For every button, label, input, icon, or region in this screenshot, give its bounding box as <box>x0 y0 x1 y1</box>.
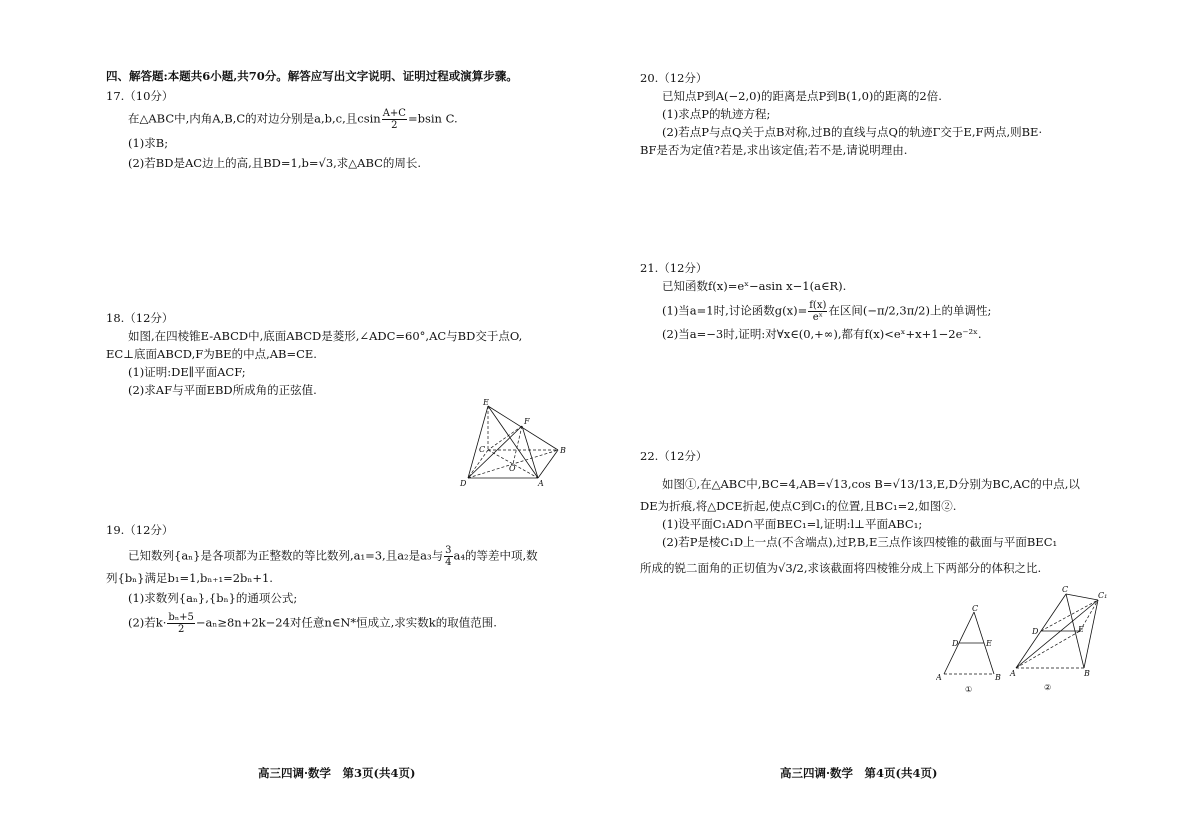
fig1-caption: ① <box>965 685 973 694</box>
left-footer: 高三四调·数学 第3页(共4页) <box>258 766 416 780</box>
fig2-label-d: D <box>1032 627 1039 636</box>
section-header: 四、解答题:本题共6小题,共70分。解答应写出文字说明、证明过程或演算步骤。 <box>106 69 518 83</box>
q22-figure-2 <box>1008 582 1112 696</box>
fig2-label-c1: C₁ <box>1098 591 1108 600</box>
fig1-label-c: C <box>972 604 979 613</box>
q17-part2: (2)若BD是AC边上的高,且BD=1,b=√3,求△ABC的周长. <box>128 156 422 170</box>
fig2-label-a: A <box>1010 669 1016 678</box>
fig1-label-a: A <box>936 673 942 682</box>
q18-pyramid-figure <box>458 398 570 490</box>
q22-line1: 如图①,在△ABC中,BC=4,AB=√13,cos B=√13/13,E,D分别为BC,AC的中点,以 <box>662 477 1080 491</box>
fig18-label-b: B <box>560 446 566 455</box>
q21-part1: (1)当a=1时,讨论函数g(x)= $\frac{f(x)}{\text{eˣ}}$ 在区间(−π/2,3π/2)上的单调性; <box>662 300 992 323</box>
q17-number: 17.（10分） <box>106 89 174 103</box>
q18-part2: (2)求AF与平面EBD所成角的正弦值. <box>128 383 317 397</box>
fig18-label-d: D <box>460 479 467 488</box>
q19-fraction: $\frac{3}{4}$ <box>445 545 452 568</box>
left-page <box>100 0 566 827</box>
q22-part2-line2: 所成的锐二面角的正切值为√3/2,求该截面将四棱锥分成上下两部分的体积之比. <box>640 561 1042 575</box>
q19-part2-fraction: $\frac{\text{bₙ+5}}{2}$ <box>168 612 194 635</box>
q19-part2: (2)若k· $\frac{\text{bₙ+5}}{2}$ −aₙ≥8n+2k−24对任意n∈N*恒成立,求实数k的取值范围. <box>128 612 497 635</box>
q20-line1: 已知点P到A(−2,0)的距离是点P到B(1,0)的距离的2倍. <box>662 89 942 103</box>
q19-line2: 列{bₙ}满足b₁=1,bₙ₊₁=2bₙ+1. <box>106 571 273 585</box>
fig18-label-e: E <box>483 398 489 407</box>
fig2-caption: ② <box>1044 683 1052 692</box>
fig18-label-o: O <box>509 464 516 473</box>
q22-figure-1 <box>936 604 1010 696</box>
fig18-label-a: A <box>538 479 544 488</box>
q22-number: 22.（12分） <box>640 449 708 463</box>
q18-part1: (1)证明:DE∥平面ACF; <box>128 365 246 379</box>
q19-number: 19.（12分） <box>106 523 174 537</box>
q18-line2: EC⊥底面ABCD,F为BE的中点,AB=CE. <box>106 347 317 361</box>
q18-line1: 如图,在四棱锥E-ABCD中,底面ABCD是菱形,∠ADC=60°,AC与BD交于点O, <box>128 329 523 343</box>
q17-fraction: $\frac{A+C}{2}$ <box>382 108 406 131</box>
fig2-label-b: B <box>1084 669 1090 678</box>
q20-part1: (1)求点P的轨迹方程; <box>662 107 771 121</box>
q21-number: 21.（12分） <box>640 261 708 275</box>
q21-line1: 已知函数f(x)=eˣ−asin x−1(a∈R). <box>662 279 847 293</box>
q21-fraction: $\frac{f(x)}{\text{eˣ}}$ <box>809 300 827 323</box>
right-footer: 高三四调·数学 第4页(共4页) <box>780 766 938 780</box>
q22-part1: (1)设平面C₁AD∩平面BEC₁=l,证明:l⊥平面ABC₁; <box>662 517 923 531</box>
fig18-label-f: F <box>524 417 530 426</box>
q19-line1: 已知数列{aₙ}是各项都为正整数的等比数列,a₁=3,且a₂是a₃与 $\frac{3}{4}$ a₄的等差中项,数 <box>128 545 538 568</box>
q21-part2: (2)当a=−3时,证明:对∀x∈(0,+∞),都有f(x)<eˣ+x+1−2e⁻²ˣ. <box>662 327 982 341</box>
fig1-label-e: E <box>986 639 992 648</box>
fig1-label-b: B <box>995 673 1001 682</box>
right-page <box>640 0 1110 827</box>
q20-part2-line2: BF是否为定值?若是,求出该定值;若不是,请说明理由. <box>640 143 908 157</box>
q17-stem: 在△ABC中,内角A,B,C的对边分别是a,b,c,且csin $\frac{A+C}{2}$ =bsin C. <box>128 108 458 131</box>
q20-part2-line1: (2)若点P与点Q关于点B对称,过B的直线与点Q的轨迹Γ交于E,F两点,则BE· <box>662 125 1043 139</box>
q19-part1: (1)求数列{aₙ},{bₙ}的通项公式; <box>128 591 298 605</box>
q20-number: 20.（12分） <box>640 71 708 85</box>
fig2-label-e: E <box>1078 625 1084 634</box>
fig2-label-c: C <box>1062 585 1069 594</box>
q17-part1: (1)求B; <box>128 136 169 150</box>
q22-line2: DE为折痕,将△DCE折起,使点C到C₁的位置,且BC₁=2,如图②. <box>640 499 957 513</box>
q18-number: 18.（12分） <box>106 311 174 325</box>
fig18-label-c: C <box>479 445 486 454</box>
q22-part2-line1: (2)若P是棱C₁D上一点(不含端点),过P,B,E三点作该四棱锥的截面与平面BEC₁ <box>662 535 1058 549</box>
fig1-label-d: D <box>952 639 959 648</box>
